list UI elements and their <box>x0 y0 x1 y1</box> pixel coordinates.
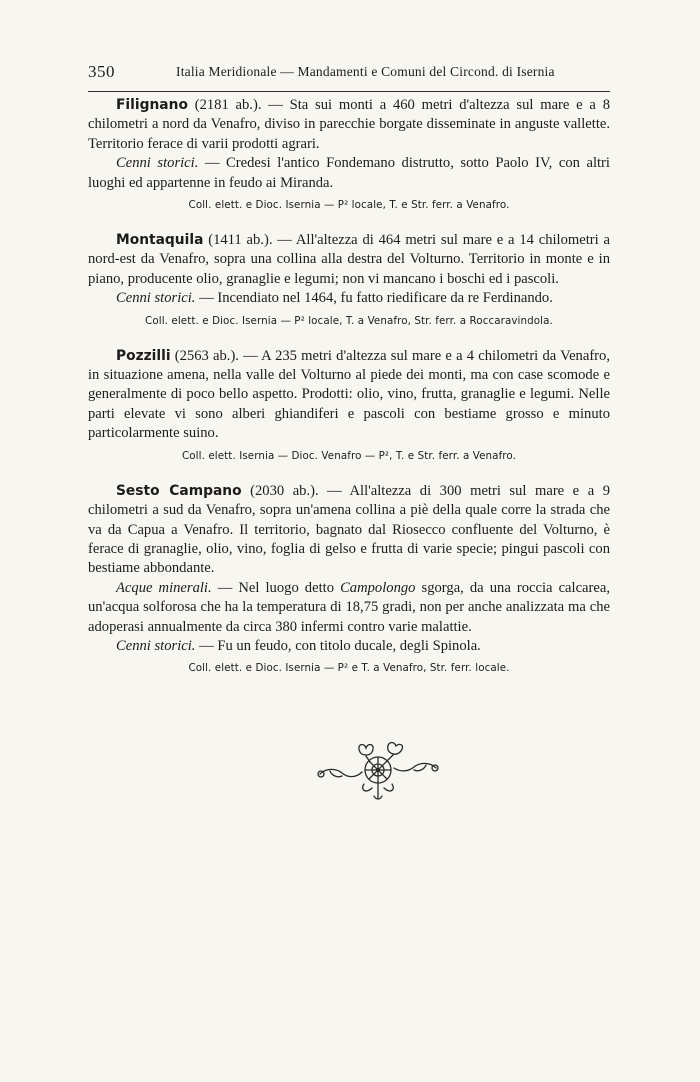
section-text: — Nel luogo detto <box>211 579 341 596</box>
entry-intro <box>88 347 610 444</box>
entry-montaquila <box>88 231 610 329</box>
entry-description: (2181 ab.). — Sta sui monti a 460 metri d'altezza sul mare e a 8 chilometri a nord da Venafro, diviso in parecchie borgate disseminate in anguste vallette. Territorio ferace di varii prodotti agrari. <box>88 97 610 152</box>
section-cenni-storici <box>88 289 610 308</box>
floral-vignette-icon <box>312 738 444 804</box>
entry-intro <box>88 482 610 579</box>
section-label: Cenni storici. <box>116 290 196 307</box>
entry-pozzilli <box>88 347 610 464</box>
section-cenni-storici <box>88 154 610 193</box>
page-number: 350 <box>88 62 115 81</box>
entry-admin-note: Coll. elett. e Dioc. Isernia — P² e T. a Venafro, Str. ferr. locale. <box>188 662 510 675</box>
entry-intro <box>88 231 610 289</box>
section-text: — Incendiato nel 1464, fu fatto riedificare da re Ferdinando. <box>195 290 553 307</box>
entry-name: Sesto Campano <box>116 482 242 499</box>
running-title: Italia Meridionale — Mandamenti e Comuni del Circond. di Isernia <box>176 64 555 79</box>
entry-description: (1411 ab.). — All'altezza di 464 metri sul mare e a 14 chilometri a nord-est da Venafro, sopra una collina alla destra del Volturno. Territorio in monte e in piano, producente olio, granaglie e legumi; non vi mancano i boschi ed i pascoli. <box>88 232 610 287</box>
entry-admin-note: Coll. elett. e Dioc. Isernia — P² locale, T. e Str. ferr. a Venafro. <box>188 199 510 212</box>
page-content <box>88 96 610 694</box>
section-text: sgorga, da una roccia calcarea, un'acqua solforosa che ha la temperatura di 18,75 gradi, non per anche analizzata ma che adoperasi annualmente da circa 380 infermi contro varie malattie. <box>88 579 611 635</box>
entry-admin-note: Coll. elett. e Dioc. Isernia — P² locale, T. a Venafro, Str. ferr. a Roccaravindola. <box>145 314 553 327</box>
place-name: Campolongo <box>340 579 416 596</box>
entry-intro <box>88 96 610 154</box>
section-cenni-storici <box>88 637 610 656</box>
entry-description: (2030 ab.). — All'altezza di 300 metri sul mare e a 9 chilometri a sud da Venafro, sopra un'amena collina a piè della quale corre la strada che va da Capua a Venafro. Il territorio, bagnato dal Riosecco confluente del Volturno, è ferace di granaglie, olio, vino, foglia di gelso e frutta di varie specie; pingui pascoli con bestiame abbondante. <box>88 482 611 577</box>
section-text: — Fu un feudo, con titolo ducale, degli Spinola. <box>195 637 481 654</box>
section-label: Cenni storici. <box>116 637 196 654</box>
entry-admin-note: Coll. elett. Isernia — Dioc. Venafro — P², T. e Str. ferr. a Venafro. <box>181 449 516 462</box>
entry-description: (2563 ab.). — A 235 metri d'altezza sul mare e a 4 chilometri da Venafro, in situazione amena, nella valle del Volturno al piede dei monti, ma con case scomode e generalmente di poco bello aspetto. Prodotti: olio, vino, frutta, granaglie e legumi. Nelle parti elevate vi sono alberi ghiandiferi e pascoli con bestiame grosso e minuto particolarmente suino. <box>88 347 610 442</box>
entry-sesto-campano <box>88 482 610 677</box>
section-label: Cenni storici. <box>116 155 199 172</box>
entry-filignano <box>88 96 610 213</box>
section-label: Acque minerali. <box>116 579 212 596</box>
entry-name: Filignano <box>116 97 188 113</box>
header-rule <box>88 91 610 92</box>
entry-name: Montaquila <box>116 232 204 249</box>
entry-name: Pozzilli <box>116 347 171 364</box>
section-text: — Credesi l'antico Fondemano distrutto, sotto Paolo IV, con altri luoghi ed appartenne in feudo ai Miranda. <box>88 155 610 191</box>
section-acque-minerali <box>88 579 610 637</box>
